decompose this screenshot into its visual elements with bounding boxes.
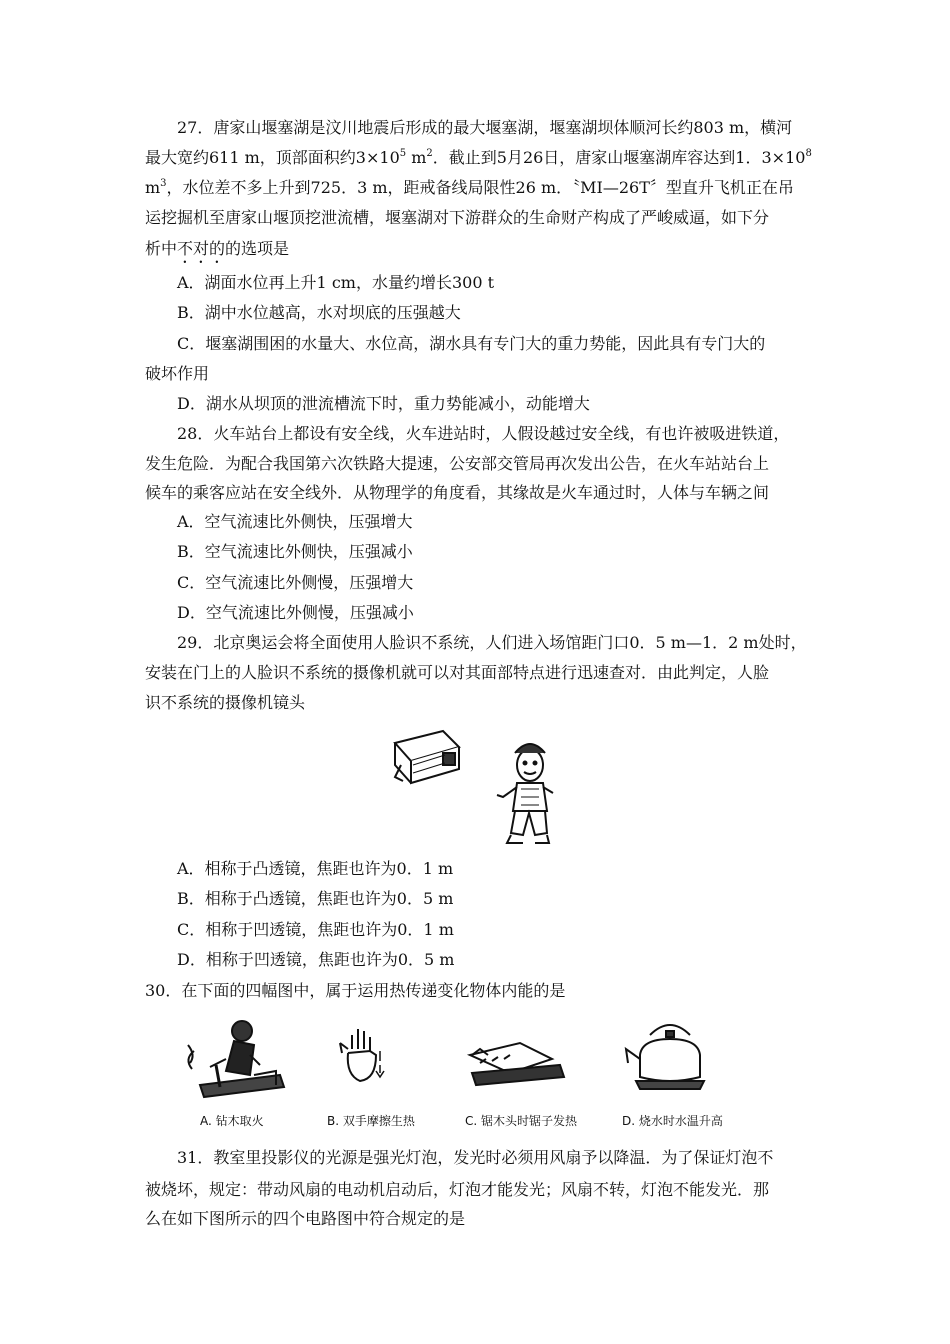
q28-option-b: B．空气流速比外侧快，压强减小 [177, 542, 413, 561]
q30-line-1: 30．在下面的四幅图中，属于运用热传递变化物体内能的是 [145, 981, 566, 1000]
q31-line-2: 被烧坏，规定：带动风扇的电动机启动后，灯泡才能发光；风扇不转，灯泡不能发光．那 [145, 1180, 770, 1199]
q29-option-c: C．相称于凹透镜，焦距也许为0．1 m [177, 920, 454, 939]
q27-line-1: 27．唐家山堰塞湖是汶川地震后形成的最大堰塞湖，堰塞湖坝体顺河长约803 m，横河 [177, 118, 793, 137]
q27-line-3: $m^3$，水位差不多上升到725．3 m，距戒备线局限性26 m．〝MI—26T〞型直升飞机正在吊 [145, 178, 794, 197]
q27-option-a: A．湖面水位再上升1 cm，水量约增长300 t [177, 273, 495, 292]
heat-transfer-figures [180, 1015, 760, 1110]
q28-option-a: A．空气流速比外侧快，压强增大 [177, 512, 413, 531]
q31-line-1: 31．教室里投影仪的光源是强光灯泡，发光时必须用风扇予以降温．为了保证灯泡不 [177, 1148, 774, 1167]
person-icon [497, 744, 553, 843]
camera-and-person-figure [385, 725, 585, 850]
caption-b: B. 双手摩擦生热 [327, 1114, 415, 1128]
q28-line-1: 28．火车站台上都设有安全线，火车进站时，人假设越过安全线，有也许被吸进铁道， [177, 424, 790, 443]
q29-option-d: D．相称于凹透镜，焦距也许为0．5 m [177, 950, 455, 969]
q27-option-d: D．湖水从坝顶的泄流槽流下时，重力势能减小，动能增大 [177, 394, 590, 413]
q29-line-3: 识不系统的摄像机镜头 [145, 693, 306, 712]
q29-line-1: 29．北京奥运会将全面使用人脸识不系统，人们进入场馆距门口0．5 m—1．2 m处时， [177, 633, 807, 652]
kettle-icon [626, 1025, 704, 1089]
emphasis-text: 不对的 [177, 239, 226, 258]
q27-line-4: 运挖掘机至唐家山堰顶挖泄流槽，堰塞湖对下游群众的生命财产构成了严峻威逼，如下分 [145, 208, 770, 227]
q29-option-a: A．相称于凸透镜，焦距也许为0．1 m [177, 859, 454, 878]
caption-d: D. 烧水时水温升高 [622, 1114, 723, 1128]
q28-option-c: C．空气流速比外侧慢，压强增大 [177, 573, 414, 592]
drilling-wood-icon [188, 1021, 284, 1097]
camera-icon [395, 731, 459, 783]
sawing-wood-icon [470, 1043, 564, 1085]
q27-line-2: 最大宽约611 m，顶部面积约$3\times 10^5$ $m^2$．截止到5月26日，唐家山堰塞湖库容达到1．$3\times 10^8$ [145, 148, 812, 167]
caption-a: A. 钻木取火 [200, 1114, 264, 1128]
q27-option-c-cont: 破坏作用 [145, 364, 210, 383]
q28-option-d: D．空气流速比外侧慢，压强减小 [177, 603, 414, 622]
q28-line-3: 候车的乘客应站在安全线外．从物理学的角度看，其缘故是火车通过时，人体与车辆之间 [145, 483, 770, 502]
q27-line-5: 析中不对的的选项是 [145, 239, 290, 258]
q27-option-b: B．湖中水位越高，水对坝底的压强越大 [177, 303, 461, 322]
q29-option-b: B．相称于凸透镜，焦距也许为0．5 m [177, 889, 454, 908]
q31-line-3: 么在如下图所示的四个电路图中符合规定的是 [145, 1209, 466, 1228]
q29-line-2: 安装在门上的人脸识不系统的摄像机就可以对其面部特点进行迅速查对．由此判定，人脸 [145, 663, 770, 682]
q27-option-c: C．堰塞湖围困的水量大、水位高，湖水具有专门大的重力势能，因此具有专门大的 [177, 334, 766, 353]
caption-c: C. 锯木头时锯子发热 [465, 1114, 578, 1128]
rubbing-hands-icon [340, 1029, 384, 1081]
q28-line-2: 发生危险．为配合我国第六次铁路大提速，公安部交管局再次发出公告，在火车站站台上 [145, 454, 770, 473]
